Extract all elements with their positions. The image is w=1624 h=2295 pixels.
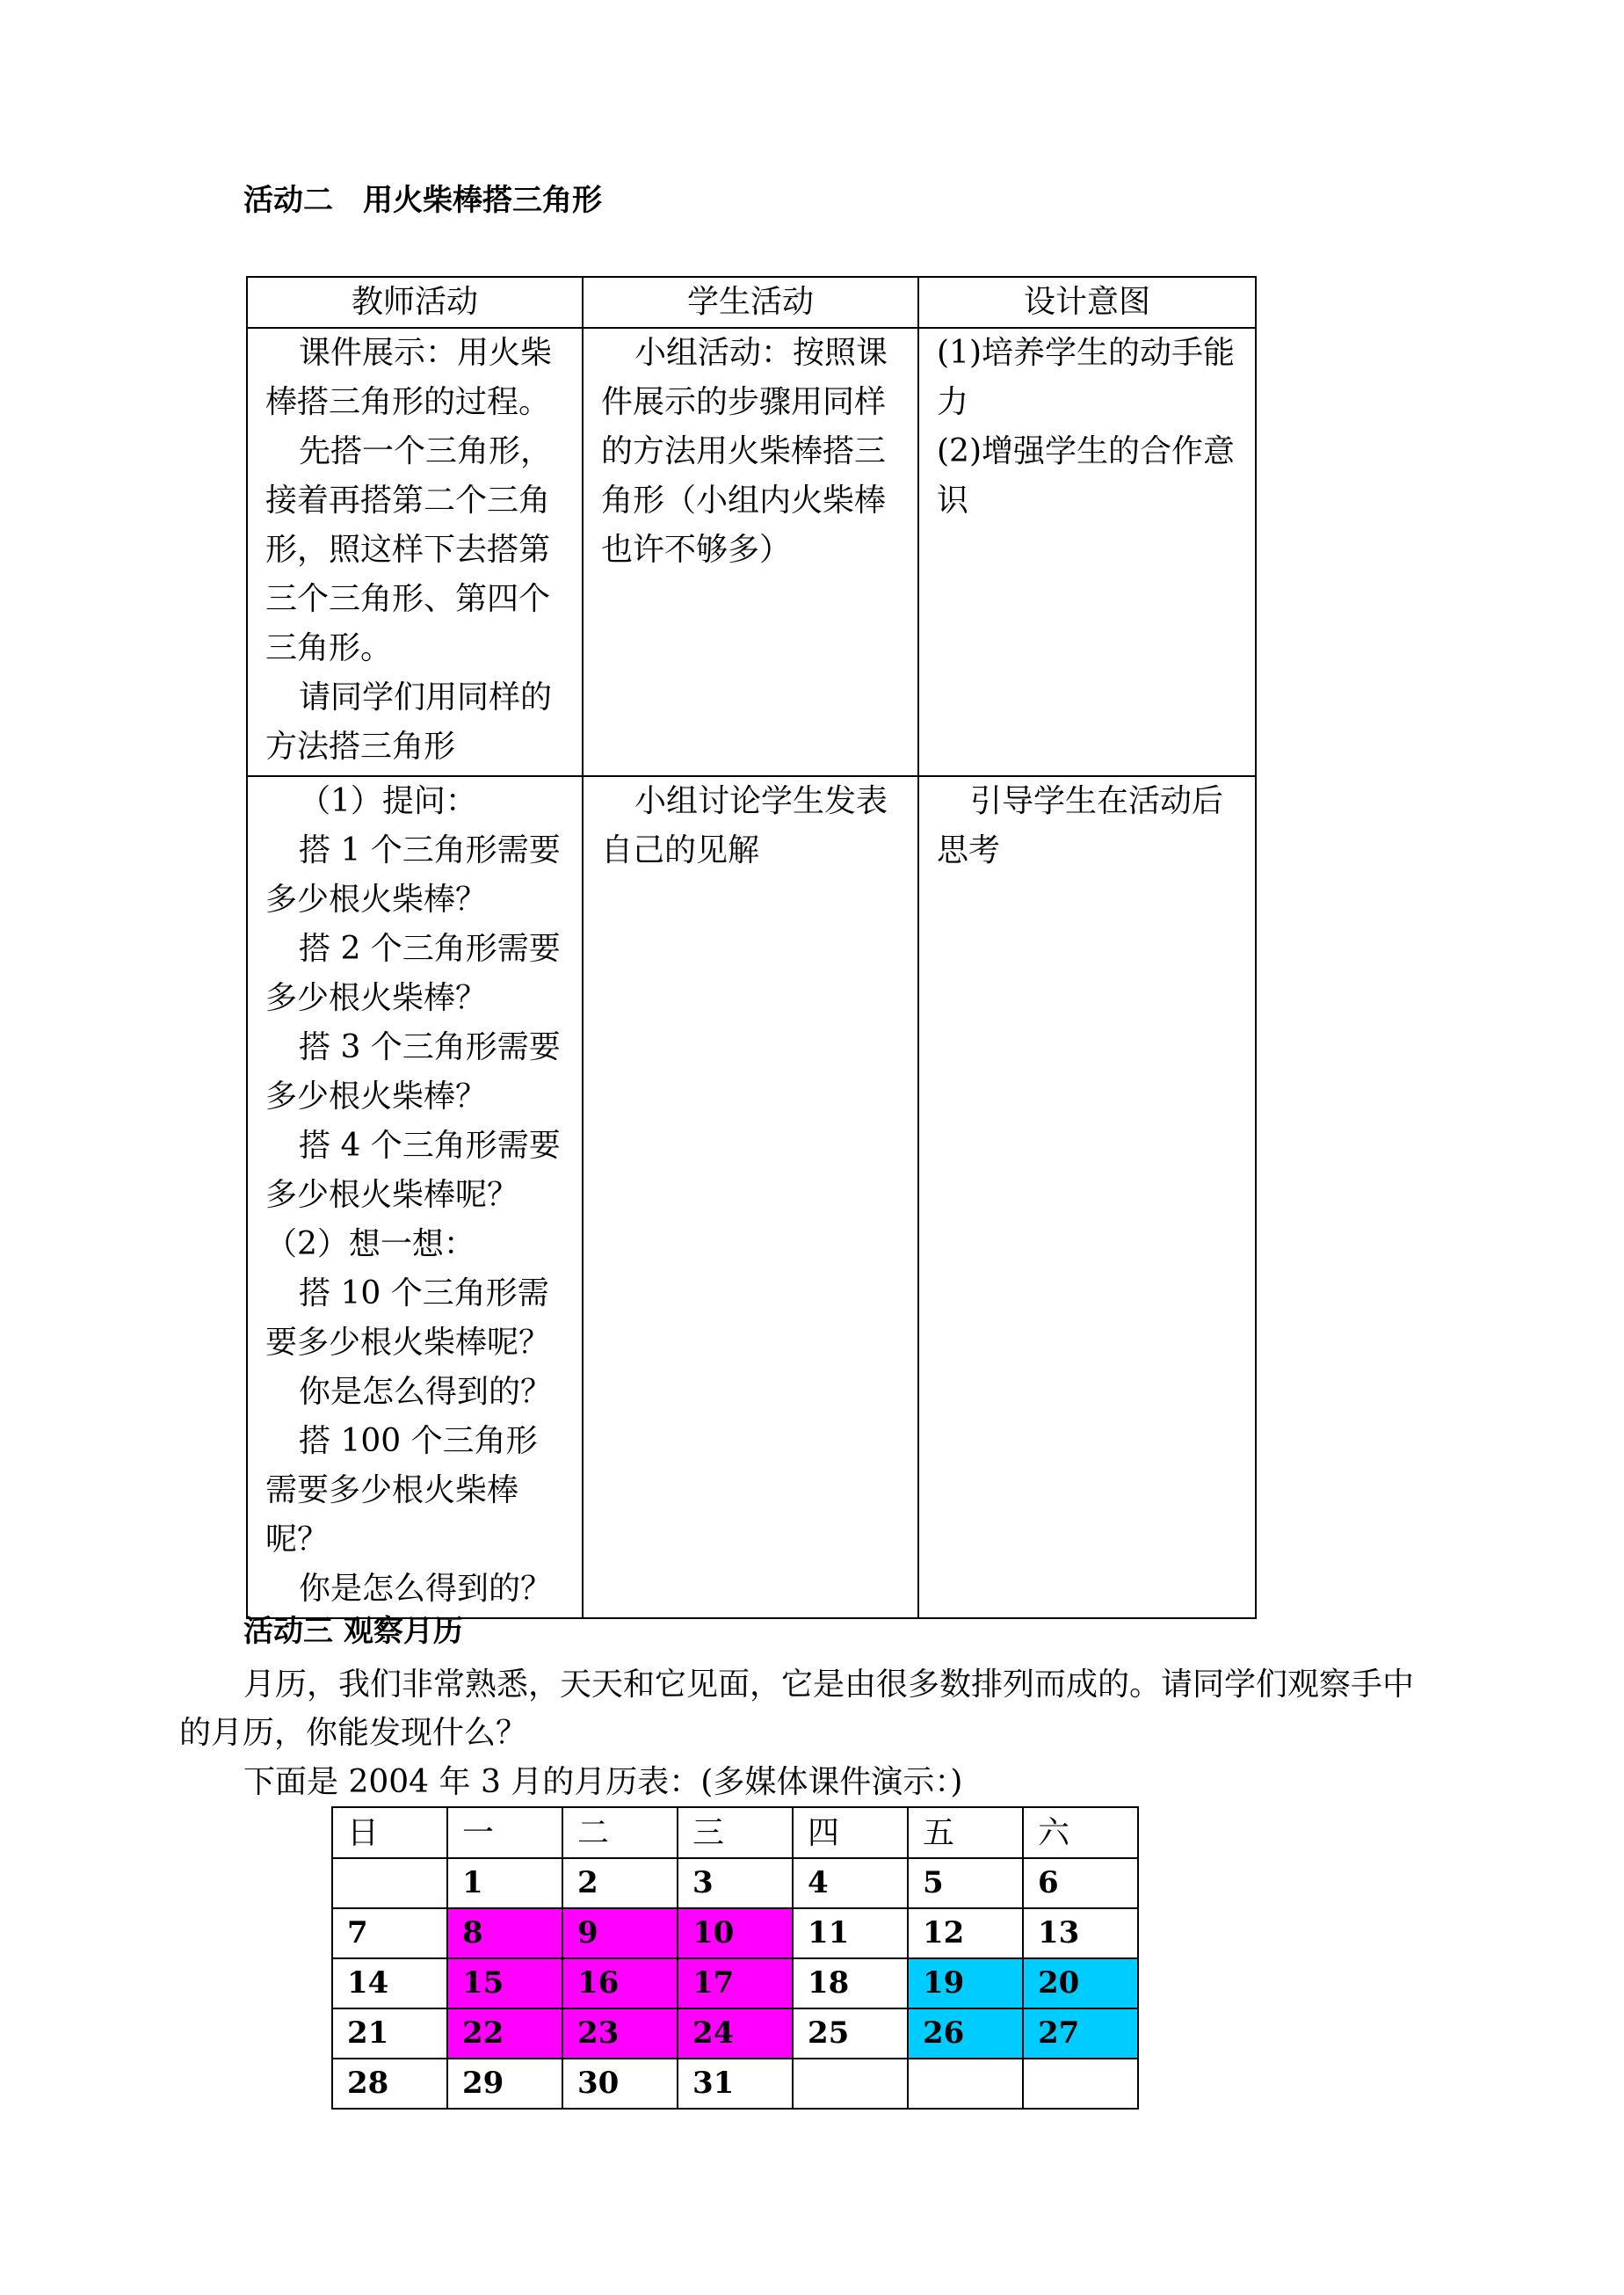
day-cell: 6 xyxy=(1023,1858,1138,1908)
day-cell: 2 xyxy=(562,1858,678,1908)
day-cell: 10 xyxy=(678,1908,793,1958)
row2-teacher-p10: 你是怎么得到的？ xyxy=(299,1571,553,1607)
calendar-week-row xyxy=(332,1858,1138,1908)
row2-teacher-p7: 搭 10 个三角形需要多少根火柴棒呢？ xyxy=(265,1275,551,1361)
row2-teacher-p6: （2）想一想： xyxy=(265,1226,475,1262)
calendar-week-row xyxy=(332,2059,1138,2109)
day-cell: 20 xyxy=(1023,1958,1138,2008)
weekday-cell: 三 xyxy=(678,1807,793,1858)
day-cell: 7 xyxy=(332,1908,447,1958)
activity2-header-row xyxy=(247,277,1256,328)
day-cell: 26 xyxy=(908,2008,1023,2059)
day-cell xyxy=(332,1858,447,1908)
header-student-activity: 学生活动 xyxy=(583,277,918,328)
day-cell: 23 xyxy=(562,2008,678,2059)
day-cell xyxy=(908,2059,1023,2109)
day-cell xyxy=(793,2059,908,2109)
activity3-paragraph-2: 的月历，你能发现什么？ xyxy=(179,1715,528,1751)
weekday-cell: 六 xyxy=(1023,1807,1138,1858)
day-cell: 3 xyxy=(678,1858,793,1908)
row2-teacher-p5: 搭 4 个三角形需要多少根火柴棒呢？ xyxy=(265,1128,561,1213)
row2-student-cell xyxy=(583,776,918,1618)
day-cell: 19 xyxy=(908,1958,1023,2008)
row2-teacher-p3: 搭 2 个三角形需要多少根火柴棒？ xyxy=(265,931,561,1016)
row2-teacher-cell xyxy=(247,776,583,1618)
day-cell: 27 xyxy=(1023,2008,1138,2059)
day-cell: 17 xyxy=(678,1958,793,2008)
weekday-cell: 日 xyxy=(332,1807,447,1858)
day-cell: 24 xyxy=(678,2008,793,2059)
day-cell: 22 xyxy=(447,2008,562,2059)
day-cell: 25 xyxy=(793,2008,908,2059)
day-cell: 29 xyxy=(447,2059,562,2109)
header-design-intent: 设计意图 xyxy=(918,277,1256,328)
activity3-title: 活动三 观察月历 xyxy=(243,1614,463,1649)
day-cell: 16 xyxy=(562,1958,678,2008)
day-cell: 1 xyxy=(447,1858,562,1908)
row1-teacher-p2: 先搭一个三角形，接着再搭第二个三角形，照这样下去搭第三个三角形、第四个三角形。 xyxy=(265,433,553,666)
weekday-cell: 四 xyxy=(793,1807,908,1858)
row1-intent-p1: (1)培养学生的动手能力 xyxy=(937,335,1235,420)
row1-student-text: 小组活动：按照课件展示的步骤用同样的方法用火柴棒搭三角形（小组内火柴棒也许不够多） xyxy=(601,335,888,568)
day-cell: 12 xyxy=(908,1908,1023,1958)
row2-student-text: 小组讨论学生发表自己的见解 xyxy=(601,783,888,868)
day-cell: 21 xyxy=(332,2008,447,2059)
calendar-weekday-row xyxy=(332,1807,1138,1858)
activity2-table xyxy=(246,276,1257,1619)
day-cell xyxy=(1023,2059,1138,2109)
row2-teacher-p2: 搭 1 个三角形需要多少根火柴棒？ xyxy=(265,832,561,918)
calendar-week-row xyxy=(332,1958,1138,2008)
activity2-row-1 xyxy=(247,328,1256,776)
weekday-cell: 二 xyxy=(562,1807,678,1858)
day-cell: 30 xyxy=(562,2059,678,2109)
row1-intent-p2: (2)增强学生的合作意识 xyxy=(937,433,1235,519)
row2-teacher-p8: 你是怎么得到的？ xyxy=(299,1374,553,1410)
day-cell: 15 xyxy=(447,1958,562,2008)
march-2004-calendar xyxy=(331,1806,1139,2110)
row1-student-cell xyxy=(583,328,918,776)
row2-intent-text: 引导学生在活动后思考 xyxy=(937,783,1224,868)
activity2-row-2 xyxy=(247,776,1256,1618)
row2-teacher-p4: 搭 3 个三角形需要多少根火柴棒？ xyxy=(265,1029,561,1115)
weekday-cell: 一 xyxy=(447,1807,562,1858)
day-cell: 8 xyxy=(447,1908,562,1958)
header-teacher-activity: 教师活动 xyxy=(247,277,583,328)
row1-teacher-p3: 请同学们用同样的方法搭三角形 xyxy=(265,679,553,765)
day-cell: 13 xyxy=(1023,1908,1138,1958)
day-cell: 4 xyxy=(793,1858,908,1908)
day-cell: 31 xyxy=(678,2059,793,2109)
calendar-week-row xyxy=(332,1908,1138,1958)
weekday-cell: 五 xyxy=(908,1807,1023,1858)
activity2-title: 活动二 用火柴棒搭三角形 xyxy=(243,183,602,218)
calendar-week-row xyxy=(332,2008,1138,2059)
day-cell: 9 xyxy=(562,1908,678,1958)
day-cell: 28 xyxy=(332,2059,447,2109)
row2-intent-cell xyxy=(918,776,1256,1618)
day-cell: 11 xyxy=(793,1908,908,1958)
day-cell: 18 xyxy=(793,1958,908,2008)
row1-intent-cell xyxy=(918,328,1256,776)
row1-teacher-cell xyxy=(247,328,583,776)
activity3-paragraph-3: 下面是 2004 年 3 月的月历表：(多媒体课件演示：) xyxy=(243,1764,963,1800)
row2-teacher-p1: （1）提问： xyxy=(299,783,477,819)
row2-teacher-p9: 搭 100 个三角形需要多少根火柴棒呢？ xyxy=(265,1423,538,1558)
day-cell: 14 xyxy=(332,1958,447,2008)
activity3-paragraph-1: 月历，我们非常熟悉，天天和它见面，它是由很多数排列而成的。请同学们观察手中 xyxy=(243,1667,1415,1703)
day-cell: 5 xyxy=(908,1858,1023,1908)
row1-teacher-p1: 课件展示：用火柴棒搭三角形的过程。 xyxy=(265,335,553,420)
